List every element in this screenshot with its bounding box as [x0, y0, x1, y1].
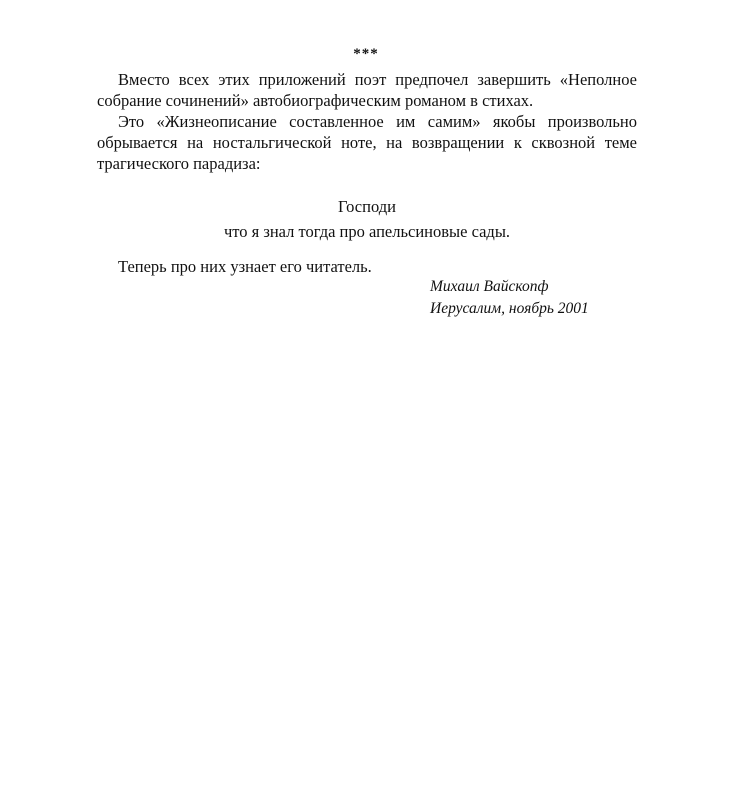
paragraph-2: Это «Жизнеописание составленное им самим» якобы произвольно обрывается на ностальгической ноте, на возвращении к сквозной теме трагического парадиза: [97, 112, 637, 173]
signature-block [430, 276, 589, 320]
verse-line-2: что я знал тогда про апельсиновые сады. [223, 222, 511, 241]
body-text [97, 69, 637, 174]
verse-quote [97, 194, 637, 244]
section-separator: *** [353, 46, 379, 62]
signature-author: Михаил Вайскопф [430, 278, 549, 295]
signature-place-date: Иерусалим, ноябрь 2001 [430, 300, 589, 317]
closing-line: Теперь про них узнает его читатель. [118, 257, 372, 276]
paragraph-1: Вместо всех этих приложений поэт предпочел завершить «Неполное собрание сочинений» автобиографическим романом в стихах. [97, 70, 637, 110]
verse-line-1: Господи [338, 197, 396, 216]
